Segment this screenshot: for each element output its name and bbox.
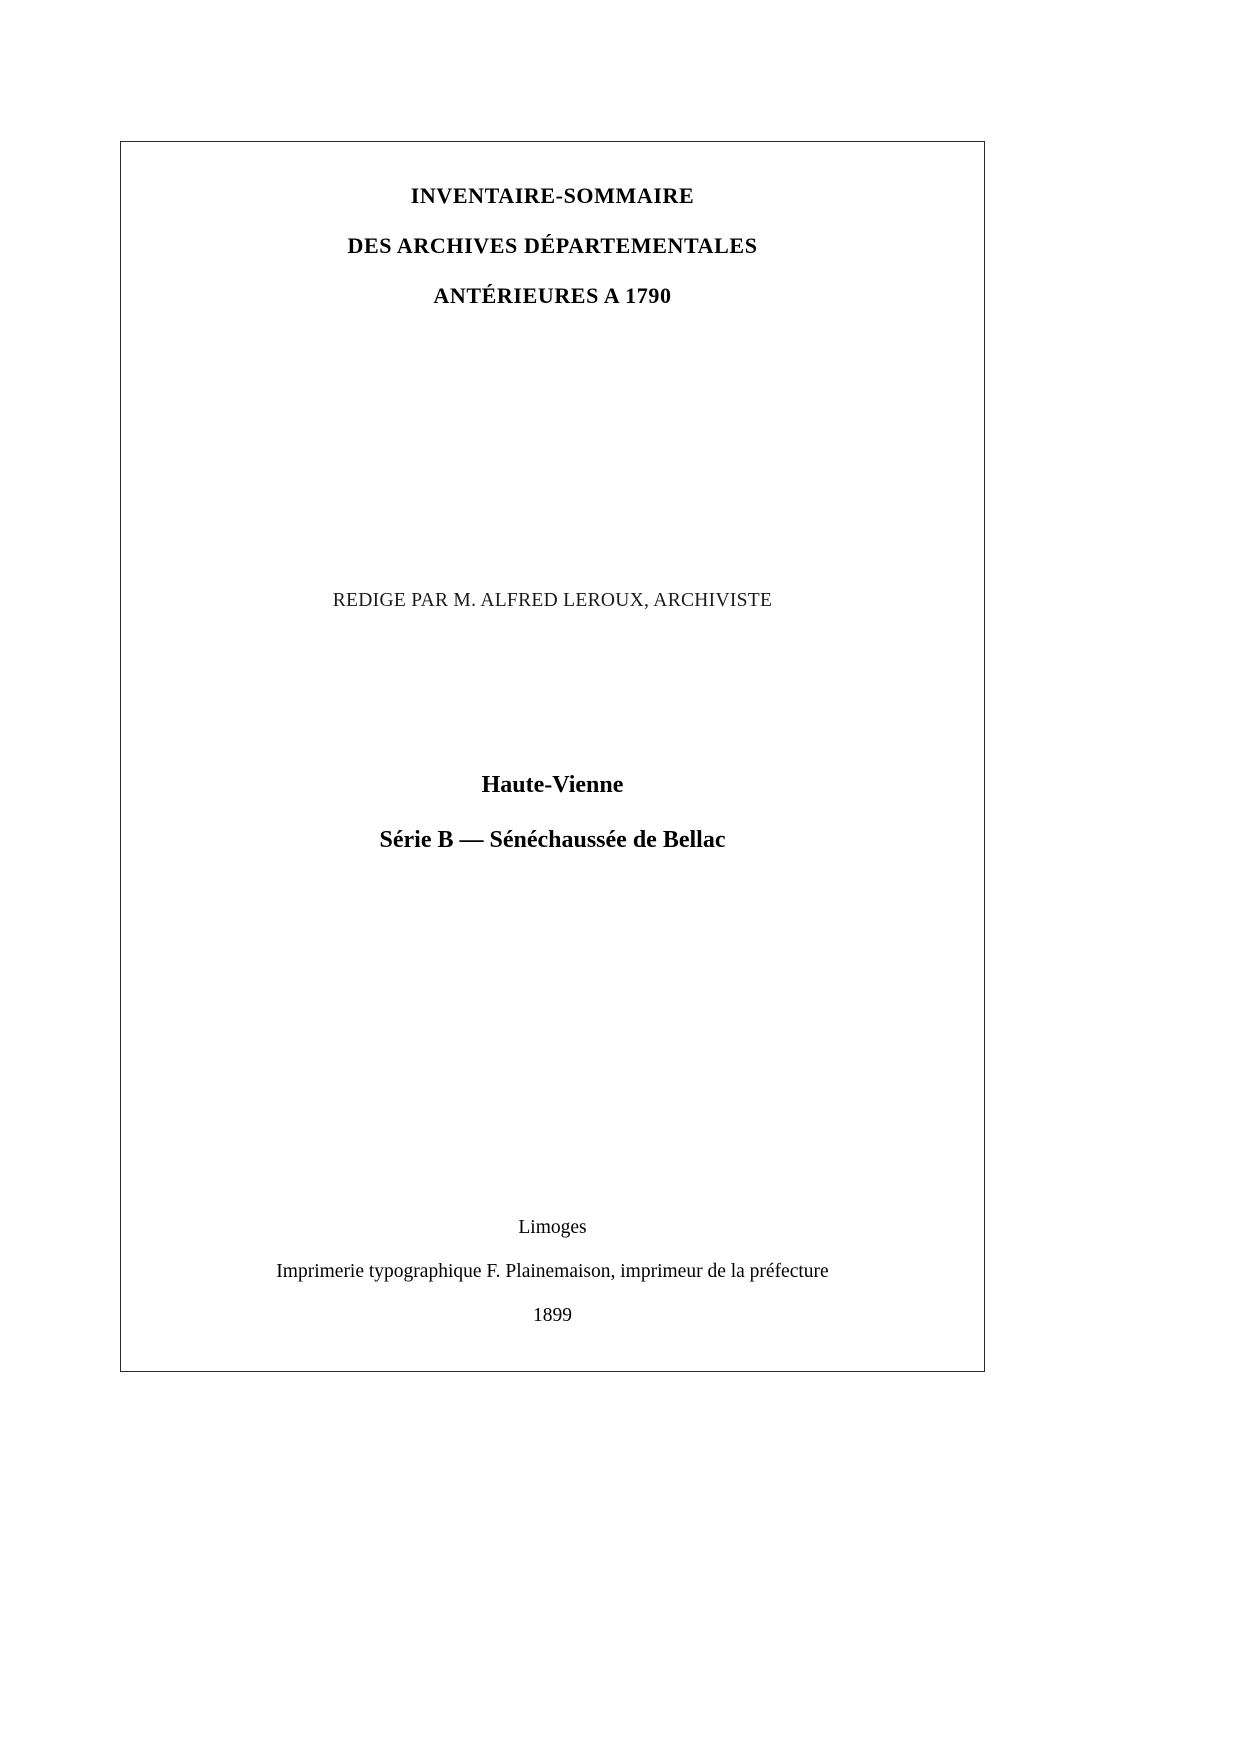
subject-series: Série B — Sénéchaussée de Bellac: [379, 827, 726, 853]
title-line-3: ANTÉRIEURES A 1790: [433, 283, 672, 309]
title-line-2: DES ARCHIVES DÉPARTEMENTALES: [347, 233, 758, 259]
title-page-frame: [120, 141, 985, 1372]
page-title: [121, 184, 984, 309]
imprint-city: Limoges: [518, 1217, 587, 1238]
author-credit: REDIGE PAR M. ALFRED LEROUX, ARCHIVISTE: [332, 590, 773, 611]
imprint-printer: Imprimerie typographique F. Plainemaison, imprimeur de la préfecture: [276, 1261, 829, 1282]
subject-region: Haute-Vienne: [481, 772, 624, 798]
imprint-block: [121, 1217, 984, 1327]
subject-block: [121, 772, 984, 854]
title-line-1: INVENTAIRE-SOMMAIRE: [410, 183, 695, 208]
imprint-year: 1899: [533, 1305, 572, 1326]
